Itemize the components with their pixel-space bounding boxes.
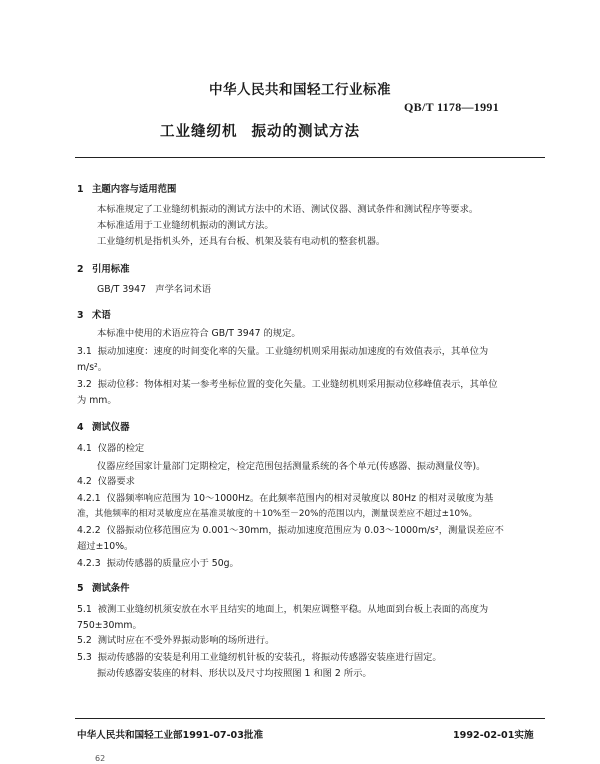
clause-4-2-2 <box>77 524 504 538</box>
clause-number: 3.2 <box>77 379 92 390</box>
clause-number: 5.3 <box>77 652 92 663</box>
clause-title: 仪器要求 <box>97 476 135 487</box>
implementation-date: 1992-02-01实施 <box>453 730 534 741</box>
clause-4-1 <box>77 442 144 456</box>
clause-number: 4.2.1 <box>77 493 101 504</box>
clause-text: 测试时应在不受外界振动影响的场所进行。 <box>97 635 275 646</box>
header-divider <box>75 157 545 158</box>
section-number: 1 <box>77 184 84 195</box>
clause-3-2-continued: 为 mm。 <box>77 395 117 406</box>
approval-date: 中华人民共和国轻工业部1991-07-03批准 <box>77 730 264 741</box>
section-3-heading <box>77 307 111 321</box>
section-2-heading <box>77 261 130 275</box>
clause-5-1 <box>77 603 488 617</box>
clause-3-2 <box>77 378 498 392</box>
clause-text: 振动位移：物体相对某一参考坐标位置的变化矢量。工业缝纫机则采用振动位移峰值表示，其单位 <box>97 379 498 390</box>
clause-4-2-3 <box>77 557 239 571</box>
section-title: 测试条件 <box>92 583 130 594</box>
document-title <box>160 120 360 141</box>
clause-number: 5.2 <box>77 635 92 646</box>
section-title: 主题内容与适用范围 <box>92 184 177 195</box>
clause-text: 被测工业缝纫机须安放在水平且结实的地面上，机架应调整平稳。从地面到台板上表面的高度为 <box>97 604 489 615</box>
standard-category-title: 中华人民共和国轻工行业标准 <box>209 82 391 98</box>
clause-title: 仪器的检定 <box>97 443 145 454</box>
clause-5-1-continued: 750±30mm。 <box>77 620 142 631</box>
section-4-heading <box>77 419 130 433</box>
section-number: 4 <box>77 422 84 433</box>
section-number: 3 <box>77 310 84 321</box>
page-number: 62 <box>95 754 106 763</box>
clause-number: 5.1 <box>77 604 92 615</box>
clause-4-1-paragraph: 仪器应经国家计量部门定期检定，检定范围包括测量系统的各个单元(传感器、振动测量仪等)。 <box>97 461 486 472</box>
clause-text: 振动传感器的质量应小于 50g。 <box>106 558 239 569</box>
section-number: 5 <box>77 583 84 594</box>
clause-4-2-1-continued: 准，其他频率的相对灵敏度应在基准灵敏度的＋10%至－20%的范围以内，测量误差应不超过±10%。 <box>77 509 478 519</box>
section-3-paragraph: 本标准中使用的术语应符合 GB/T 3947 的规定。 <box>97 328 301 339</box>
section-title: 引用标准 <box>92 264 130 275</box>
section-5-heading <box>77 580 130 594</box>
clause-3-1-continued: m/s²。 <box>77 362 108 373</box>
clause-number: 4.2.3 <box>77 558 101 569</box>
clause-number: 4.2 <box>77 476 92 487</box>
section-number: 2 <box>77 264 84 275</box>
clause-text: 仪器频率响应范围为 10～1000Hz。在此频率范围内的相对灵敏度以 80Hz 的相对灵敏度为基 <box>106 493 494 504</box>
clause-4-2-1 <box>77 492 493 506</box>
clause-number: 4.2.2 <box>77 525 101 536</box>
section-title: 术语 <box>92 310 111 321</box>
section-1-paragraph-2: 本标准适用于工业缝纫机振动的测试方法。 <box>97 220 274 231</box>
section-1-paragraph-1: 本标准规定了工业缝纫机振动的测试方法中的术语、测试仪器、测试条件和测试程序等要求。 <box>97 204 479 215</box>
clause-3-1 <box>77 345 488 359</box>
document-title-part1: 工业缝纫机 <box>160 124 238 140</box>
clause-4-2-2-continued: 超过±10%。 <box>77 541 134 552</box>
clause-number: 4.1 <box>77 443 92 454</box>
footer-divider <box>75 718 545 719</box>
clause-text: 振动加速度：速度的时间变化率的矢量。工业缝纫机则采用振动加速度的有效值表示，其单位为 <box>97 346 489 357</box>
clause-number: 3.1 <box>77 346 92 357</box>
section-1-paragraph-3: 工业缝纫机是指机头外，还具有台板、机架及装有电动机的整套机器。 <box>97 236 386 247</box>
clause-5-3-continued: 振动传感器安装座的材料、形状以及尺寸均按照图 1 和图 2 所示。 <box>97 668 372 679</box>
standard-code: QB/T 1178—1991 <box>404 100 499 114</box>
clause-text: 振动传感器的安装是利用工业缝纫机针板的安装孔，将振动传感器安装座进行固定。 <box>97 652 442 663</box>
section-title: 测试仪器 <box>92 422 130 433</box>
section-1-heading <box>77 181 176 195</box>
clause-4-2 <box>77 475 135 489</box>
section-2-reference: GB/T 3947 声学名词术语 <box>97 284 212 295</box>
clause-5-3 <box>77 651 442 665</box>
clause-text: 仪器振动位移范围应为 0.001～30mm，振动加速度范围应为 0.03～1000m/s²，测量误差应不 <box>106 525 504 536</box>
document-title-part2: 振动的测试方法 <box>251 124 360 140</box>
clause-5-2 <box>77 634 274 648</box>
